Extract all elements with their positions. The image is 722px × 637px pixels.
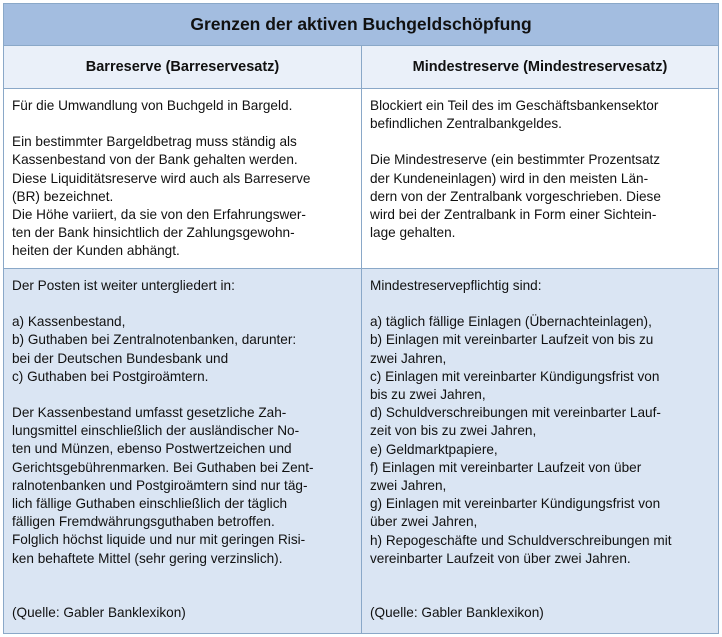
cell-mindestreserve-description: [362, 89, 718, 269]
list-item: a) täglich fällige Einlagen (Übernachteinlagen),: [370, 314, 652, 330]
text-line: Ein bestimmter Bargeldbetrag muss ständig als: [12, 134, 297, 150]
source-note: (Quelle: Gabler Banklexikon): [12, 604, 186, 620]
list-item: g) Einlagen mit vereinbarter Kündigungsfrist von: [370, 496, 661, 512]
table-title: Grenzen der aktiven Buchgeldschöpfung: [4, 4, 718, 46]
list-item: bei der Deutschen Bundesbank und: [12, 350, 229, 366]
list-item: c) Einlagen mit vereinbarter Kündigungsfrist von: [370, 368, 660, 384]
list-item: b) Guthaben bei Zentralnotenbanken, darunter:: [12, 332, 297, 348]
list-item: zwei Jahren,: [370, 478, 447, 494]
header-mindestreserve: Mindestreserve (Mindestreservesatz): [362, 46, 718, 89]
list-item: vereinbarter Laufzeit von über zwei Jahren.: [370, 550, 631, 566]
text-line: Blockiert ein Teil des im Geschäftsbankensektor: [370, 98, 659, 113]
text-line: Die Mindestreserve (ein bestimmter Prozentsatz: [370, 152, 661, 168]
list-item: d) Schuldverschreibungen mit vereinbarter Lauf-: [370, 405, 661, 421]
list-item: zeit von bis zu zwei Jahren,: [370, 423, 537, 439]
text-line: Diese Liquiditätsreserve wird auch als Barreserve: [12, 170, 311, 186]
text-line: Der Kassenbestand umfasst gesetzliche Zah-: [12, 405, 287, 421]
text-line: wird bei der Zentralbank in Form einer Sichtein-: [370, 207, 657, 223]
text-line: (BR) bezeichnet.: [12, 188, 114, 204]
text-line: Für die Umwandlung von Buchgeld in Bargeld.: [12, 98, 293, 113]
source-note: (Quelle: Gabler Banklexikon): [370, 605, 544, 621]
text-line: ralnotenbanken und Postgiroämtern sind nur täg-: [12, 477, 308, 493]
text-line: lich fällige Guthaben einschließlich der täglich: [12, 496, 288, 512]
list-item: e) Geldmarktpapiere,: [370, 441, 498, 457]
text-line: Kassenbestand von der Bank gehalten werden.: [12, 152, 298, 168]
list-item: über zwei Jahren,: [370, 514, 478, 530]
list-item: f) Einlagen mit vereinbarter Laufzeit von über: [370, 459, 642, 475]
text-line: lage gehalten.: [370, 225, 456, 241]
text-line: fälligen Fremdwährungsguthaben betroffen.: [12, 514, 275, 530]
text-line: ken behaftete Mittel (sehr gering verzinslich).: [12, 550, 283, 566]
text-line: der Kundeneinlagen) wird in den meisten Län-: [370, 170, 649, 186]
text-line: ten und Münzen, ebenso Postwertzeichen und: [12, 441, 292, 457]
text-line: Die Höhe variiert, da sie von den Erfahrungswer-: [12, 207, 306, 223]
cell-barreserve-description: [4, 89, 362, 269]
text-line: befindlichen Zentralbankgeldes.: [370, 116, 562, 132]
cell-mindestreserve-details: [362, 269, 718, 633]
text-line: Folglich höchst liquide und nur mit geringen Risi-: [12, 532, 306, 548]
text-line: heiten der Kunden abhängt.: [12, 243, 180, 259]
cell-barreserve-details: [4, 269, 362, 633]
text-line: ten der Bank hinsichtlich der Zahlungsgewohn-: [12, 225, 295, 241]
text-line: dern von der Zentralbank vorgeschrieben. Diese: [370, 188, 661, 204]
list-item: bis zu zwei Jahren,: [370, 387, 486, 403]
text-line: lungsmittel einschließlich der ausländischer No-: [12, 423, 300, 439]
list-item: b) Einlagen mit vereinbarter Laufzeit von bis zu: [370, 332, 654, 348]
list-item: zwei Jahren,: [370, 350, 447, 366]
list-item: h) Repogeschäfte und Schuldverschreibungen mit: [370, 532, 672, 548]
list-item: a) Kassenbestand,: [12, 314, 126, 330]
text-line: Gerichtsgebührenmarken. Bei Guthaben bei Zent-: [12, 459, 314, 475]
text-line: Der Posten ist weiter untergliedert in:: [12, 278, 235, 293]
list-item: c) Guthaben bei Postgiroämtern.: [12, 368, 209, 384]
header-barreserve: Barreserve (Barreservesatz): [4, 46, 362, 89]
text-line: Mindestreservepflichtig sind:: [370, 278, 542, 293]
comparison-table: [3, 3, 719, 634]
